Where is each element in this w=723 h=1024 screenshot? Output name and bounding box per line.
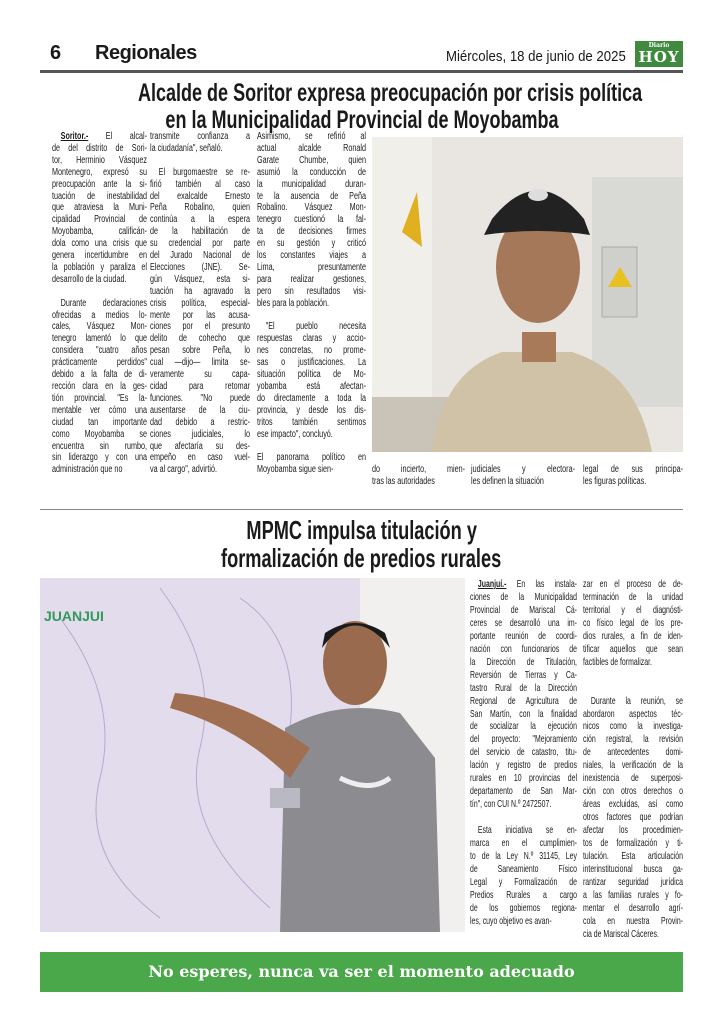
text-line: sas o justificaciones. La bbox=[257, 357, 366, 369]
text-line: El burgomaestre se re- bbox=[158, 166, 250, 178]
page-number: 6 bbox=[50, 42, 62, 64]
text-line: áreas excluidas, así como bbox=[583, 798, 683, 811]
text-line: del proyecto: "Mejoramiento bbox=[470, 733, 577, 746]
column-text bbox=[257, 131, 366, 476]
column-text bbox=[372, 464, 465, 488]
text-line: cola en nuestra Provin- bbox=[583, 914, 683, 927]
diario-hoy-logo bbox=[635, 41, 683, 67]
text-line: lación y registro de predios bbox=[470, 759, 577, 772]
text-line: del exalcalde Ernesto bbox=[150, 190, 250, 202]
text-line: funciones. "No puede bbox=[150, 392, 250, 404]
text-line: situación política de Mo- bbox=[257, 369, 366, 381]
text-line: que atraviesa la Muni- bbox=[52, 202, 147, 214]
text-line: su credencial por parte bbox=[150, 238, 250, 250]
text-line: Montenegro, expresó su bbox=[52, 166, 147, 178]
text-line: afectar los procedimien- bbox=[583, 824, 683, 837]
text-line: les, cuyo objetivo es avan- bbox=[470, 914, 552, 927]
text-line: tión provincial. "Es la- bbox=[52, 392, 147, 404]
article1-headline bbox=[40, 80, 683, 134]
text-line: considera "cuatro años bbox=[52, 345, 147, 357]
text-line: debido a la falta de di- bbox=[52, 369, 147, 381]
text-line: departamento de San Mar- bbox=[470, 785, 577, 798]
issue-date: Miércoles, 18 de junio de 2025 bbox=[446, 48, 626, 65]
paragraph-gap bbox=[257, 310, 366, 322]
text-line: Legal y Formalización de bbox=[470, 875, 577, 888]
text-line: El panorama político en bbox=[257, 452, 366, 464]
text-line: abordaron aspectos téc- bbox=[583, 707, 683, 720]
text-line: la Dirección de Titulación, bbox=[470, 655, 577, 668]
text-line: otros factores que podrían bbox=[583, 811, 683, 824]
column-text bbox=[470, 578, 577, 928]
text-line: respuestas claras y accio- bbox=[257, 333, 366, 345]
article1-column-3 bbox=[257, 131, 366, 476]
header-rule bbox=[40, 70, 683, 73]
text-line: preocupación ante la si- bbox=[52, 178, 147, 190]
text-line: Reversión de Tierras y Ca- bbox=[470, 668, 577, 681]
text-line: transmite confianza a bbox=[150, 131, 250, 142]
text-line: como Moyobamba se bbox=[52, 428, 147, 440]
text-fragment: El alcal- bbox=[88, 131, 147, 142]
text-line: genera incertidumbre en bbox=[52, 250, 147, 262]
text-line: territorial y el diagnósti- bbox=[583, 603, 683, 616]
text-line: Lima, presuntamente bbox=[257, 261, 366, 273]
text-line: tulación. Esta articulación bbox=[583, 849, 683, 862]
text-line: ese impacto", concluyó. bbox=[257, 428, 333, 440]
headline-line: formalización de predios rurales bbox=[221, 543, 502, 573]
map-label: JUANJUI bbox=[44, 608, 104, 624]
slogan-banner: No esperes, nunca va ser el momento adecuado bbox=[40, 952, 683, 992]
text-line: tificar aquellos que sean bbox=[583, 642, 683, 655]
text-line: de los gobiernos regiona- bbox=[470, 901, 577, 914]
text-line: nes concretas, no prome- bbox=[257, 345, 366, 357]
text-line: co físico legal de los pre- bbox=[583, 616, 683, 629]
paragraph-gap bbox=[52, 286, 147, 298]
dateline-lead: Soritor.- bbox=[60, 131, 89, 142]
text-line: Esta iniciativa se en- bbox=[477, 824, 577, 837]
text-line: nicos como la investiga- bbox=[583, 720, 683, 733]
text-line: to de la Ley N.º 31145, Ley bbox=[470, 850, 577, 862]
paragraph-gap bbox=[583, 682, 683, 695]
text-line: la ciudadanía", señaló. bbox=[150, 142, 223, 154]
text-line: cidad para retomar bbox=[150, 381, 250, 393]
article2-headline bbox=[40, 516, 683, 572]
text-line: "El pueblo necesita bbox=[265, 321, 366, 333]
text-line: delito de cohecho que bbox=[150, 333, 250, 345]
article1-column-6 bbox=[583, 464, 683, 488]
column-text bbox=[150, 131, 250, 476]
text-line: ciudad tan importante bbox=[52, 416, 147, 428]
text-line: rurales en 10 provincias del bbox=[470, 772, 577, 785]
text-line: mente por las acusa- bbox=[150, 309, 250, 321]
text-line: ofrecidas a medios lo- bbox=[52, 309, 147, 321]
text-line: tor, Herminio Vásquez bbox=[52, 154, 147, 166]
text-line: San Martín, con la finalidad bbox=[470, 707, 577, 720]
text-line: de del distrito de Sori- bbox=[52, 142, 147, 154]
column-text bbox=[583, 464, 683, 488]
text-line: de socializar la ejecución bbox=[470, 720, 577, 733]
text-line: te la ausencia de Peña bbox=[257, 190, 366, 202]
paragraph-gap bbox=[257, 441, 366, 453]
text-line: tín", con CUI N.º 2472507. bbox=[470, 798, 552, 811]
text-line: factibles de formalizar. bbox=[583, 655, 652, 668]
text-line: inexistencia de superposi- bbox=[583, 772, 683, 785]
text-line: dad debido a restric- bbox=[150, 416, 250, 428]
text-line: tenegro lamentó lo que bbox=[52, 333, 147, 345]
text-line: ciones de la Municipalidad bbox=[470, 590, 577, 603]
text-line: del servicio de catastro, titu- bbox=[470, 746, 577, 759]
headline-line: MPMC impulsa titulación y bbox=[246, 515, 477, 545]
text-line: legal de sus principa- bbox=[583, 464, 683, 475]
text-line: pesan sobre Peña, lo bbox=[150, 345, 250, 357]
text-line: los constantes viajes a bbox=[257, 250, 366, 262]
text-line: Garate Chumbe, quien bbox=[257, 154, 366, 166]
text-line: Asimismo, se refirió al bbox=[257, 131, 366, 142]
text-line: sin liderazgo y con una bbox=[52, 452, 147, 464]
text-line: va al cargo", advirtió. bbox=[150, 464, 217, 476]
text-line: firió también al caso bbox=[150, 178, 250, 190]
text-line: portante reunión de coordi- bbox=[470, 629, 577, 642]
text-line: dola como una crisis que bbox=[52, 238, 147, 250]
headline-line: Alcalde de Soritor expresa preocupación por crisis política bbox=[138, 79, 643, 107]
text-line: la municipalidad duran- bbox=[257, 178, 366, 190]
text-line: tos de formalización y ti- bbox=[583, 837, 683, 850]
text-line: Moyobamba, calificán- bbox=[52, 226, 147, 238]
column-text bbox=[52, 131, 147, 476]
text-line: ceres se desarrolló una im- bbox=[470, 616, 577, 629]
text-line: bles para la población. bbox=[257, 297, 330, 309]
text-line: Elecciones (JNE). Se- bbox=[150, 261, 250, 273]
logo-big-text: HOY bbox=[638, 48, 680, 66]
text-line: Robalino. Vásquez Mon- bbox=[257, 202, 366, 214]
text-line: Predios Rurales a cargo bbox=[470, 888, 577, 901]
text-line bbox=[52, 131, 147, 143]
text-line: encuentra sin rumbo, bbox=[52, 440, 147, 452]
paragraph-gap bbox=[583, 669, 683, 682]
dateline-lead: Juanjuí.- bbox=[477, 578, 507, 590]
article-divider bbox=[40, 509, 683, 510]
text-line: de la habilitación de bbox=[150, 226, 250, 238]
text-line: niales, la verificación de la bbox=[583, 759, 683, 772]
text-line: yobamba está afectan- bbox=[257, 381, 366, 393]
text-line: ción registral, la revisión bbox=[583, 733, 683, 746]
text-line: administración que no bbox=[52, 464, 123, 476]
text-line: prácticamente perdidos" bbox=[52, 357, 147, 369]
text-line: ausentarse de la ciu- bbox=[150, 404, 250, 416]
text-line: en su gestión y criticó bbox=[257, 238, 366, 250]
logo-small-text: Diario bbox=[648, 42, 670, 49]
text-line: Durante la reunión, se bbox=[590, 694, 683, 707]
text-line: a las familias rurales y fo- bbox=[583, 888, 683, 901]
article2-column-1 bbox=[470, 578, 577, 928]
text-line: pero sin resultados visi- bbox=[257, 285, 366, 297]
text-line: tuación de inestabilidad bbox=[52, 190, 147, 202]
paragraph-gap bbox=[150, 155, 250, 167]
text-line: continúa a la espera bbox=[150, 214, 250, 226]
text-line: cipalidad Provincial de bbox=[52, 214, 147, 226]
text-line: marca en el cumplimien- bbox=[470, 837, 577, 850]
article1-column-4 bbox=[372, 464, 465, 488]
text-line: cales, Vásquez Mon- bbox=[52, 321, 147, 333]
text-line: asumió la conducción de bbox=[257, 166, 366, 178]
column-text bbox=[583, 578, 683, 941]
text-line: dios rurales, a fin de iden- bbox=[583, 629, 683, 642]
text-line: tenegro cuestionó la fal- bbox=[257, 214, 366, 226]
text-line: do incierto, mien- bbox=[372, 464, 465, 475]
text-line: cia de Mariscal Cáceres. bbox=[583, 927, 659, 940]
text-line: de Saneamiento Físico bbox=[470, 862, 577, 875]
article1-column-2 bbox=[150, 131, 250, 476]
text-line: de antecedentes domi- bbox=[583, 746, 683, 759]
text-line: la población y paraliza el bbox=[52, 261, 147, 273]
text-line: mentable ver cómo una bbox=[52, 404, 147, 416]
text-line: ciones judiciales, lo bbox=[150, 428, 250, 440]
text-line: nación con funcionarios de bbox=[470, 642, 577, 655]
text-line: rección clara en la ges- bbox=[52, 381, 147, 393]
text-line: que afectaría su des- bbox=[150, 440, 250, 452]
text-fragment: En las instala- bbox=[506, 578, 577, 590]
text-line: ta de decisiones firmes bbox=[257, 226, 366, 238]
text-line: crisis política, especial- bbox=[150, 297, 250, 309]
text-line: desarrollo de la ciudad. bbox=[52, 273, 127, 285]
section-title: Regionales bbox=[95, 42, 197, 64]
text-line: provincia, y desde los dis- bbox=[257, 404, 366, 416]
text-line: terminación de la unidad bbox=[583, 590, 683, 603]
text-line: judiciales y electora- bbox=[471, 464, 575, 475]
text-line: Durante declaraciones bbox=[60, 297, 147, 309]
text-line: mentar el desarrollo agrí- bbox=[583, 901, 683, 914]
text-line: empeño en caso vuel- bbox=[150, 452, 250, 464]
text-line: Provincial de Mariscal Cá- bbox=[470, 603, 577, 616]
article1-column-5 bbox=[471, 464, 575, 488]
text-line: ciones por el presunto bbox=[150, 321, 250, 333]
text-line: tastro Rural de la Dirección bbox=[470, 681, 577, 694]
text-line: ción con otros derechos o bbox=[583, 785, 683, 798]
text-line: Peña Robalino, quien bbox=[150, 202, 250, 214]
text-line: tras las autoridades bbox=[372, 475, 435, 487]
text-line: cual —dijo— limita se- bbox=[150, 357, 250, 369]
article1-photo-mayor bbox=[372, 137, 683, 452]
article1-column-1 bbox=[52, 131, 147, 476]
text-line: les figuras políticas. bbox=[583, 475, 647, 487]
text-line: zar en el proceso de de- bbox=[583, 578, 683, 590]
text-line: tuación ha agravado la bbox=[150, 285, 250, 297]
text-line bbox=[470, 578, 577, 591]
text-line: do directamente a toda la bbox=[257, 392, 366, 404]
text-line: gún Vásquez, esta si- bbox=[150, 273, 250, 285]
article2-photo-meeting bbox=[40, 578, 465, 932]
text-line: Regional de Agricultura de bbox=[470, 694, 577, 707]
text-line: veramente su capa- bbox=[150, 369, 250, 381]
text-line: rantizar seguridad jurídica bbox=[583, 875, 683, 888]
column-text bbox=[471, 464, 575, 488]
headline-line: en la Municipalidad Provincial de Moyobamba bbox=[164, 106, 559, 134]
text-line: interinstitucional busca ga- bbox=[583, 862, 683, 875]
text-line: tritos también sentimos bbox=[257, 416, 366, 428]
text-line: Moyobamba sigue sien- bbox=[257, 464, 334, 476]
text-line: del Jurado Nacional de bbox=[150, 250, 250, 262]
text-line: para realizar gestiones, bbox=[257, 273, 366, 285]
paragraph-gap bbox=[470, 811, 577, 824]
text-line: actual alcalde Ronald bbox=[257, 142, 366, 154]
article2-column-2 bbox=[583, 578, 683, 941]
text-line: les definen la situación bbox=[471, 475, 544, 487]
